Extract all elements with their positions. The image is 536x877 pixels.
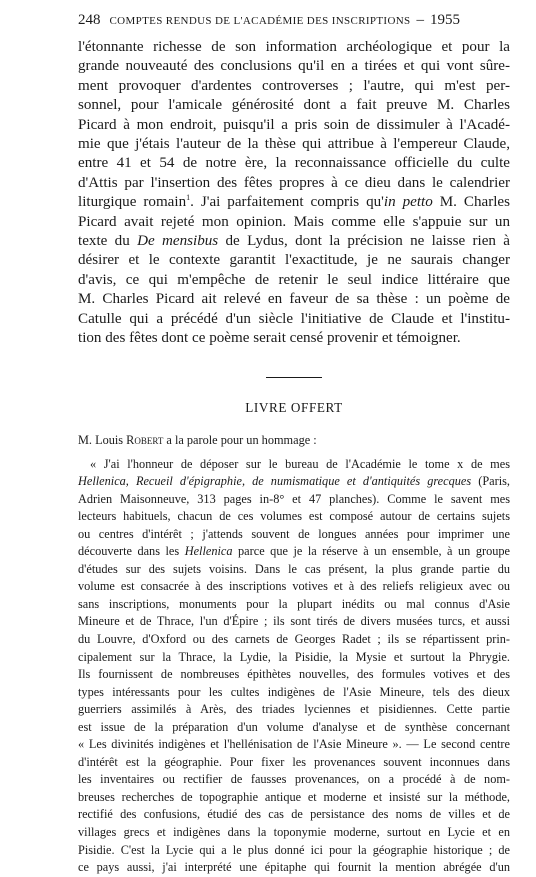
text-segment: (Paris, xyxy=(471,474,510,489)
text-line xyxy=(78,473,510,491)
text-line: Adrien Maisonneuve, 313 pages in-8° et 47 planches). Comme le savent mes xyxy=(78,491,510,506)
text-line: d'études sur des sujets voisins. Dans le cas présent, la plus grande partie du xyxy=(78,561,510,576)
text-line: « Les divinités indigènes et l'hellénisation de l'Asie Mineure ». — Le second centre xyxy=(78,737,510,752)
text-line: volume est consacrée à des inscriptions votives et à des reliefs religieux avec ou xyxy=(78,579,510,594)
speaker-name: Robert xyxy=(126,432,164,447)
text-line: rectifié des confusions, étudié des cas de persistance des noms de villes et de xyxy=(78,807,510,822)
text-segment: parce que je la réserve à un ensemble, à un groupe xyxy=(232,544,510,559)
text-line: Picard avait rejeté mon opinion. Mais comme elle s'appuie sur un xyxy=(78,213,510,230)
text-line: ce pays aussi, j'ai interprété une épitaphe qui fournit la mention abrégée d'un xyxy=(78,860,510,875)
text-line: mie que j'étais l'auteur de la thèse qui attribue à l'empereur Claude, xyxy=(78,136,510,153)
text-line: ment provoquer d'ardentes controverses ; l'autre, qui m'est per- xyxy=(78,77,510,94)
text-line: cipalement sur la Thrace, la Lydie, la Pisidie, la Mysie et surtout la Phrygie. xyxy=(78,649,510,664)
text-line: guerriers assimilés à Arès, des triades lyciennes et pisidiennes. Cette partie xyxy=(78,702,510,717)
text-line: M. Charles Picard ait relevé en faveur de sa thèse : un poème de xyxy=(78,291,510,308)
running-year: 1955 xyxy=(430,12,461,28)
text-line: grande nouveauté des conclusions qu'il en a tirées et qui vont sûre- xyxy=(78,58,510,75)
speaker-line xyxy=(78,432,510,448)
text-line: Mineure et de Thrace, l'un d'Épire ; ils sont tirés de divers musées turcs, et aussi xyxy=(78,614,510,629)
text-line: « J'ai l'honneur de déposer sur le bureau de l'Académie le tome x de mes xyxy=(90,456,510,471)
text-segment: . J'ai parfaitement compris qu' xyxy=(190,194,384,211)
text-line: désirer et le contexte garantit l'exactitude, je ne saurais changer xyxy=(78,252,510,269)
running-title: COMPTES RENDUS DE L'ACADÉMIE DES INSCRIPTIONS xyxy=(109,15,411,27)
text-line: Catulle qui a précédé d'un siècle l'initiative de Claude et l'institu- xyxy=(78,310,510,327)
text-line: l'étonnante richesse de son information archéologique et pour la xyxy=(78,39,510,55)
text-line: est issue de la préparation d'un volume d'analyse et de synthèse concernant xyxy=(78,719,510,734)
text-line: tion des fêtes dont ce poème serait censé provenir et témoigner. xyxy=(78,330,461,347)
text-line: lecteurs habituels, chacun de ces volumes est composé autour de certains sujets xyxy=(78,509,510,524)
section-divider xyxy=(266,377,322,378)
text-line: sans inscriptions, monuments pour la plupart inédits ou mal connus d'Asie xyxy=(78,596,510,611)
text-line: ou centres d'intérêt ; j'attends souvent de longues années pour imprimer une xyxy=(78,526,510,541)
running-head xyxy=(78,12,510,34)
italic-title: De mensibus xyxy=(137,233,219,250)
text-segment: texte du xyxy=(78,233,138,250)
text-line: Ils fournissent de nombreuses épithètes nouvelles, des formules votives et des xyxy=(78,667,510,682)
text-line: Picard à mon endroit, puisqu'il a pris soin de dissimuler à l'Acadé- xyxy=(78,116,510,133)
page-number: 248 xyxy=(78,12,101,28)
italic-title: Hellenica xyxy=(184,544,233,559)
text-segment: M. Charles xyxy=(432,194,510,211)
text-line: Pisidie. C'est la Lycie qui a le plus donné ici pour la géographie historique ; de xyxy=(78,842,510,857)
homage-paragraph xyxy=(78,456,510,877)
text-line: entre 41 et 54 de notre ère, la reconnaissance officielle du culte xyxy=(78,155,510,172)
text-segment: de Lydus, dont la précision ne laisse rien à xyxy=(218,233,510,250)
text-line xyxy=(78,543,510,561)
continued-paragraph xyxy=(78,38,510,349)
text-line: d'intérêt est la géographie. Pour fixer les provenances souvent inconnues dans xyxy=(78,754,510,769)
italic-phrase: in petto xyxy=(383,194,433,211)
book-page xyxy=(78,12,510,877)
text-line: d'avis, ce qui m'empêche de retenir le seul indice littéraire que xyxy=(78,271,510,288)
text-line: types intéressants pour les cultes indigènes de l'Asie Mineure, tels des dieux xyxy=(78,684,510,699)
text-segment: liturgique romain xyxy=(78,194,187,211)
text-line: villages grecs et indigènes dans la toponymie moderne, surtout en Lycie et en xyxy=(78,824,510,839)
text-line: du Louvre, d'Oxford ou des carnets de Georges Radet ; ils se répartissent prin- xyxy=(78,631,510,646)
text-segment: découverte dans les xyxy=(78,544,185,559)
speaker-suffix: a la parole pour un hommage : xyxy=(163,432,317,447)
text-line: d'Attis par l'insertion des fêtes propres à ce dieu dans le calendrier xyxy=(78,174,510,191)
text-line xyxy=(78,193,510,212)
section-title: LIVRE OFFERT xyxy=(245,399,343,415)
text-line xyxy=(78,232,510,251)
text-line: breuses recherches de topographie antique et moderne et insisté sur la méthode, xyxy=(78,789,510,804)
speaker-prefix: M. Louis xyxy=(78,432,127,447)
running-year-separator: – xyxy=(416,12,425,28)
text-line: les inventaires ou rectifier de fausses provenances, on a procédé à de nom- xyxy=(78,772,510,787)
footnote-marker[interactable]: 1 xyxy=(186,193,191,203)
text-line: sonnel, pour l'amicale générosité dont a fait preuve M. Charles xyxy=(78,97,510,114)
italic-title: Hellenica, Recueil d'épigraphie, de numismatique et d'antiquités grecques xyxy=(78,474,472,489)
